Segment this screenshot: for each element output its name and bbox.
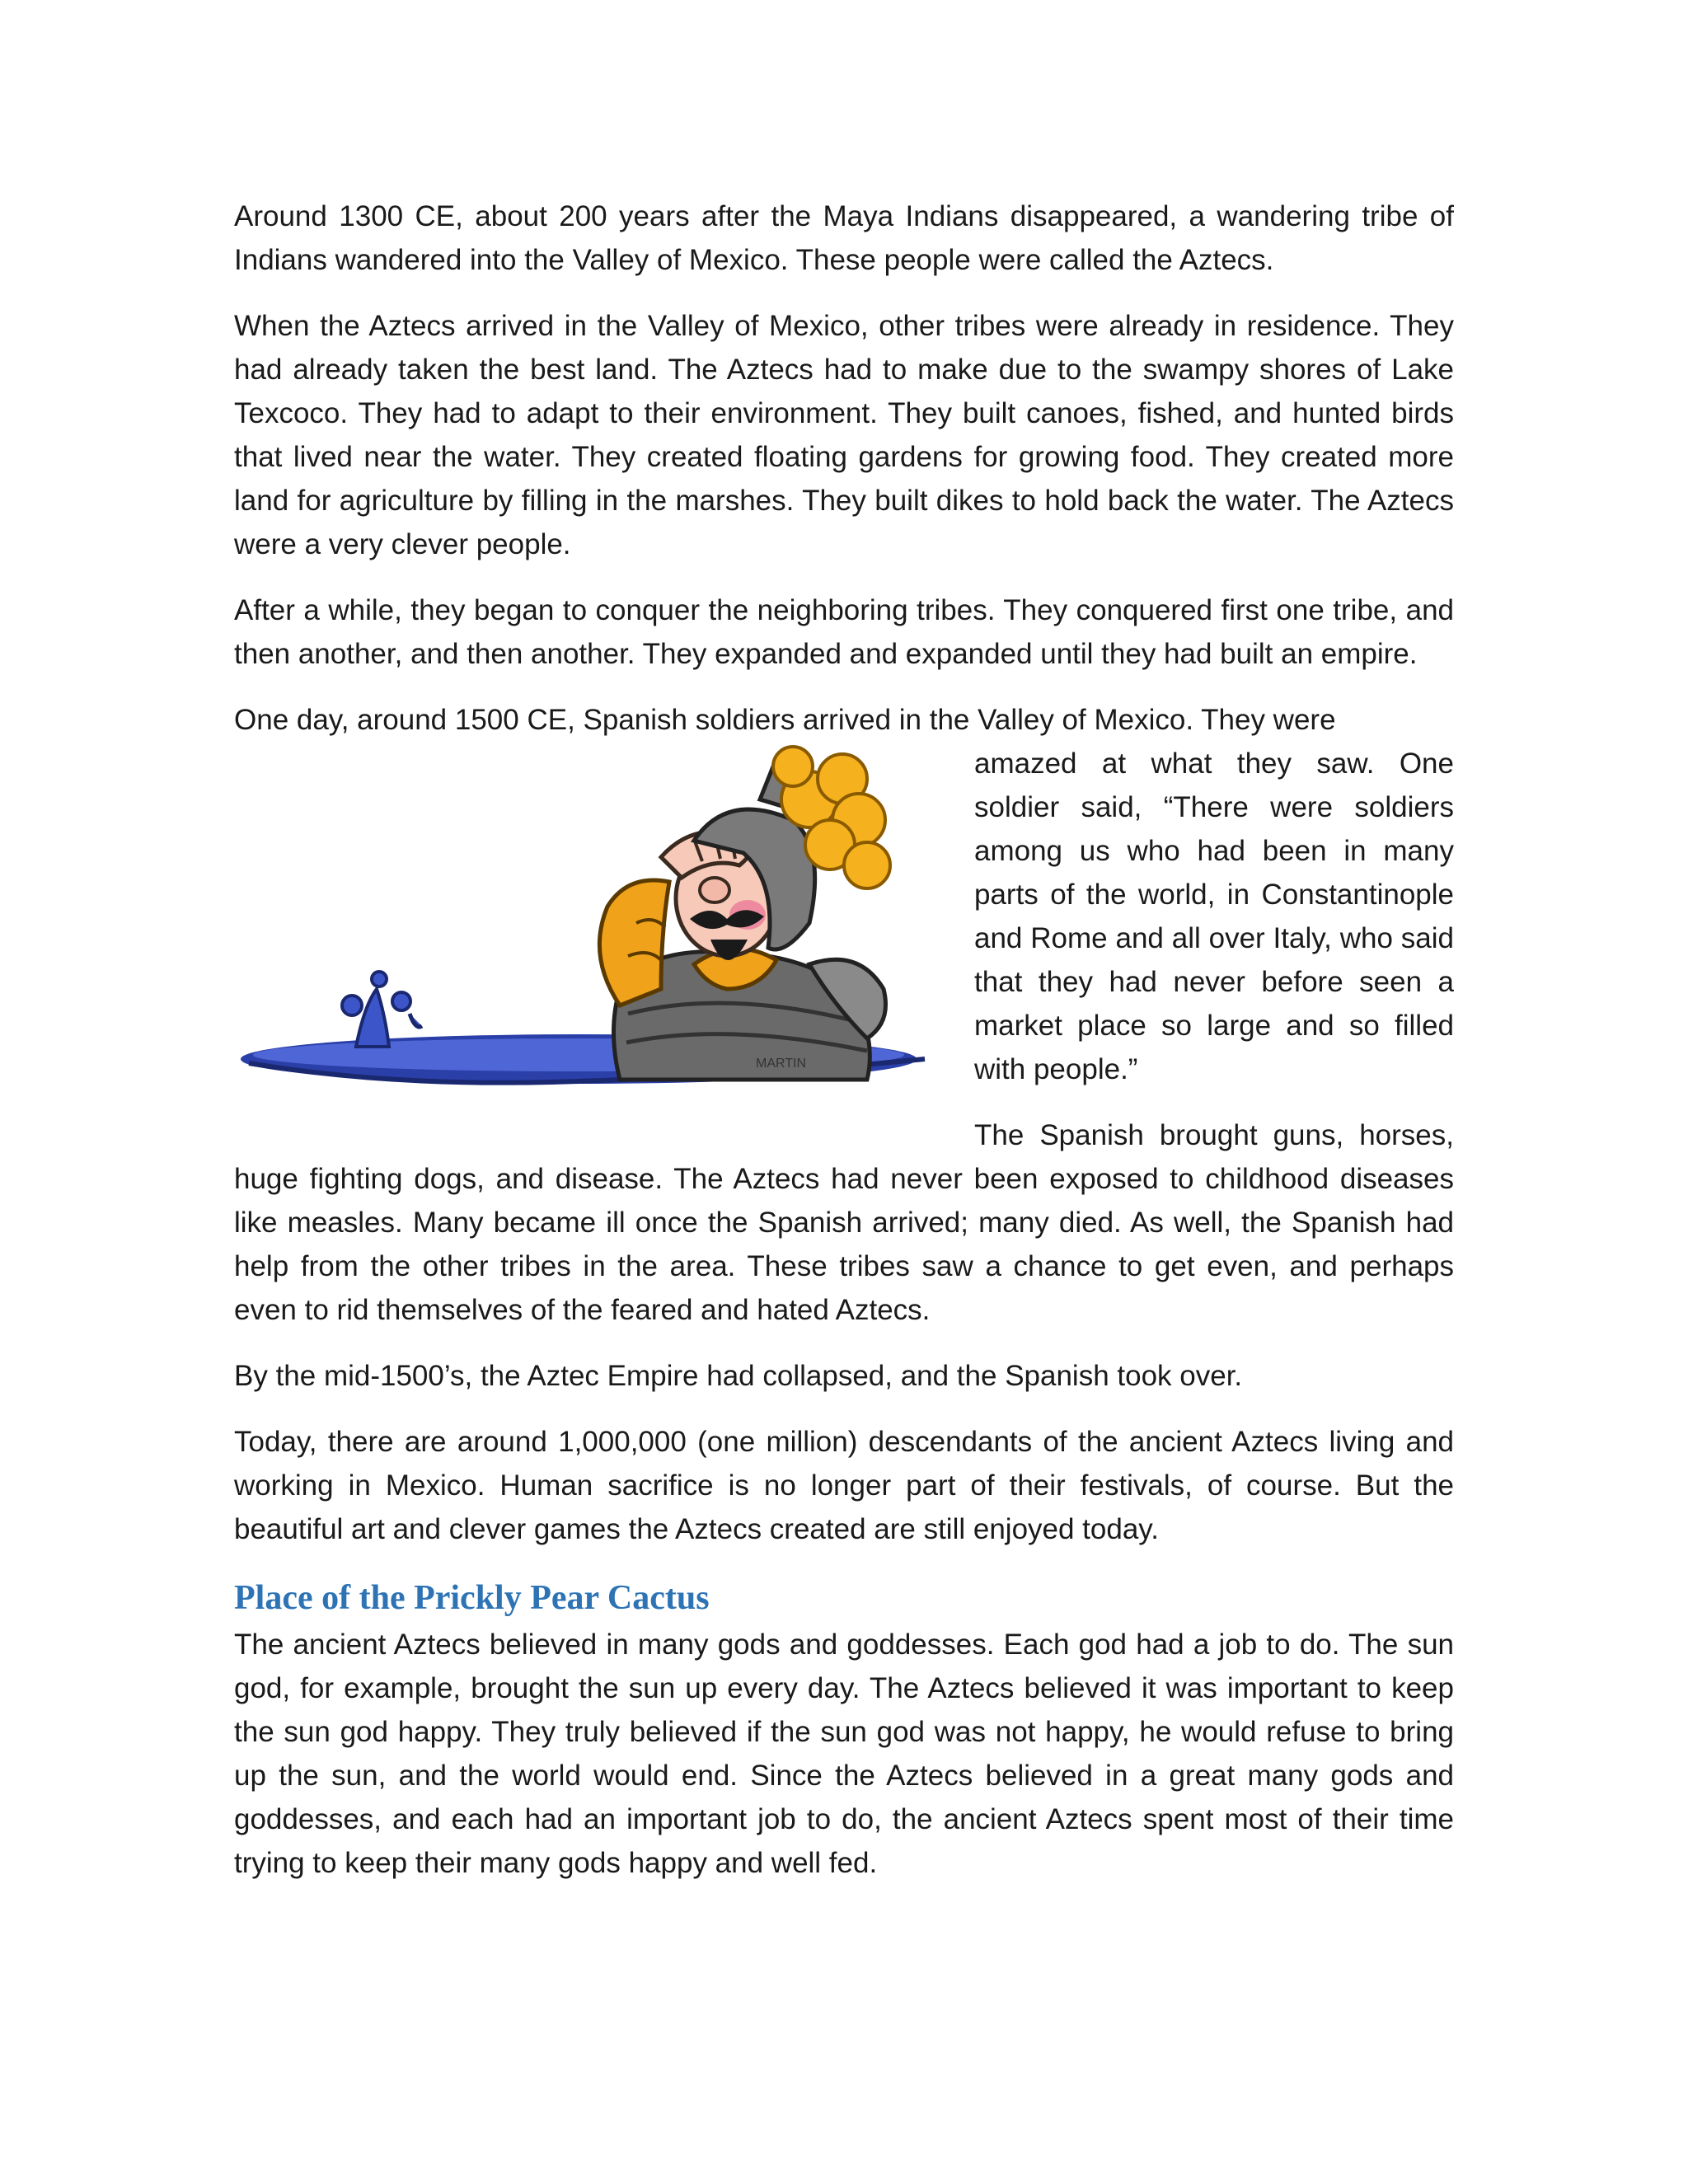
document-page xyxy=(234,194,1454,1907)
section-heading: Place of the Prickly Pear Cactus xyxy=(234,1579,710,1617)
paragraph-soldier-quote: amazed at what they saw. One soldier said, “There were soldiers among us who had been in many parts of the world, in Constantinople and Rome and all over Italy, who said that they had never before seen a market place so large and so filled with people.” xyxy=(974,748,1454,1085)
paragraph-conquest: After a while, they began to conquer the neighboring tribes. They conquered first one tribe, and then another, and then another. They expanded and expanded until they had built an empire. xyxy=(234,594,1454,670)
paragraph-arrival: Around 1300 CE, about 200 years after the Maya Indians disappeared, a wandering tribe of Indians wandered into the Valley of Mexico. These people were called the Aztecs. xyxy=(234,200,1454,276)
illustration-signature: MARTIN xyxy=(756,1057,807,1071)
paragraph-lake-texcoco: When the Aztecs arrived in the Valley of Mexico, other tribes were already in residence. They had already taken the best land. The Aztecs had to make due to the swampy shores of Lake Texcoco. They had to adapt to their environment. They built canoes, fished, and hunted birds that lived near the water. They created floating gardens for growing food. They created more land for agriculture by filling in the marshes. They built dikes to hold back the water. The Aztecs were a very clever people. xyxy=(234,310,1454,560)
conquistador-in-water-illustration xyxy=(232,742,974,1129)
water-splash-shape xyxy=(342,972,422,1047)
conquistador-illustration xyxy=(232,742,974,1129)
paragraph-descendants: Today, there are around 1,000,000 (one million) descendants of the ancient Aztecs living and working in Mexico. Human sacrifice is no longer part of their festivals, of course. But the beautiful art and clever games the Aztecs created are still enjoyed today. xyxy=(234,1426,1454,1545)
paragraph-spanish-advantages: The Spanish brought guns, horses, huge fighting dogs, and disease. The Aztecs had never been exposed to childhood diseases like measles. Many became ill once the Spanish arrived; many died. As well, the Spanish had help from the other tribes in the area. These tribes saw a chance to get even, and perhaps even to rid themselves of the feared and hated Aztecs. xyxy=(234,1119,1454,1326)
sleeve-shape xyxy=(599,880,669,1005)
paragraph-empire-collapse: By the mid-1500’s, the Aztec Empire had collapsed, and the Spanish took over. xyxy=(234,1360,1243,1392)
paragraph-gods: The ancient Aztecs believed in many gods and goddesses. Each god had a job to do. The sun god, for example, brought the sun up every day. The Aztecs believed it was important to keep the sun god happy. They truly believed if the sun god was not happy, he would refuse to bring up the sun, and the world would end. Since the Aztecs believed in a great many gods and goddesses, and each had an important job to do, the ancient Aztecs spent most of their time trying to keep their many gods happy and well fed. xyxy=(234,1629,1454,1879)
paragraph-spanish-intro: One day, around 1500 CE, Spanish soldiers arrived in the Valley of Mexico. They were xyxy=(234,704,1336,736)
